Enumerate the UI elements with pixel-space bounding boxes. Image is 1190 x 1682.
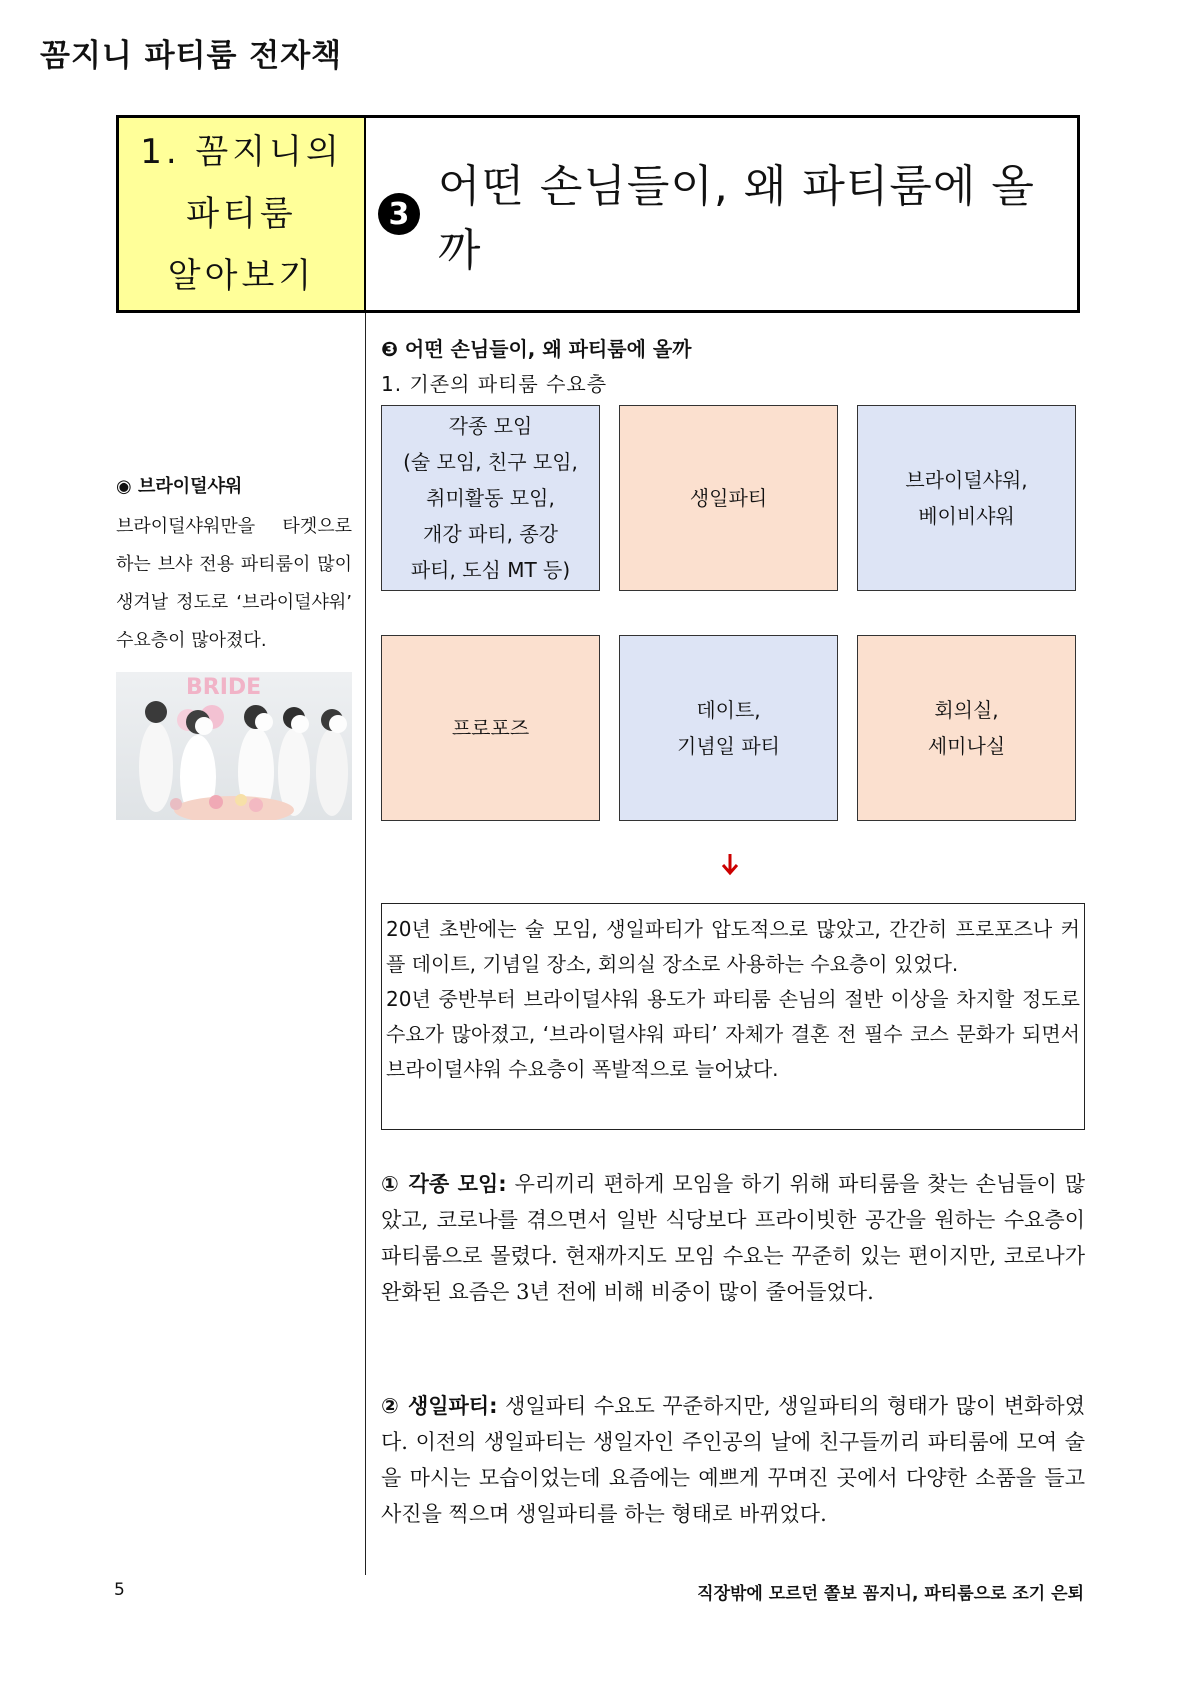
section-title-cell: [366, 118, 1077, 310]
box-text: 기념일 파티: [677, 734, 780, 758]
balloon-letters: BRIDE: [186, 675, 262, 700]
box-text: 세미나실: [927, 734, 1006, 758]
circled-number-icon: 3: [378, 193, 420, 235]
box-text: 개강 파티, 종강: [423, 522, 558, 546]
summary-paragraph-1: 20년 초반에는 술 모임, 생일파티가 압도적으로 많았고, 간간히 프로포즈나 커플 데이트, 기념일 장소, 회의실 장소로 사용하는 수요층이 있었다.: [386, 917, 1080, 976]
paragraph-text: 생일파티 수요도 꾸준하지만, 생일파티의 형태가 많이 변화하였다. 이전의 생일파티는 생일자인 주인공의 날에 친구들끼리 파티룸에 모여 술을 마시는 모습이었는데 요즘에는 예쁘게 꾸며진 곳에서 다양한 소품을 들고 사진을 찍으며 생일파티를 하는 형태로 바뀌었다.: [381, 1394, 1085, 1526]
paragraph-lead: ② 생일파티:: [381, 1394, 498, 1418]
chapter-label-line-2: 파티룸: [186, 194, 297, 234]
box-text: 파티, 도심 MT 등): [410, 558, 571, 582]
chapter-label-line-3: 알아보기: [167, 256, 316, 296]
box-text: 취미활동 모임,: [426, 486, 555, 510]
demand-box-meeting-room: [857, 635, 1076, 821]
paragraph-birthday: [381, 1388, 1085, 1532]
section-title: 어떤 손님들이, 왜 파티룸에 올까: [437, 161, 1035, 276]
demand-box-birthday: [619, 405, 838, 591]
demand-box-date: [619, 635, 838, 821]
paragraph-gatherings: [381, 1166, 1085, 1310]
demand-box-bridal-shower: [857, 405, 1076, 591]
box-text: (술 모임, 친구 모임,: [403, 450, 578, 474]
section-subtitle: 1. 기존의 파티룸 수요층: [381, 372, 608, 396]
summary-box: [381, 903, 1085, 1130]
column-divider: [365, 313, 366, 1575]
bridal-shower-photo: [116, 672, 352, 820]
box-text: 데이트,: [696, 698, 761, 722]
box-text: 생일파티: [689, 486, 768, 510]
box-text: 프로포즈: [451, 716, 530, 740]
demand-box-proposal: [381, 635, 600, 821]
page-number: 5: [114, 1580, 125, 1600]
footer-book-title: 직장밖에 모르던 쫄보 꼼지니, 파티룸으로 조기 은퇴: [697, 1584, 1084, 1604]
box-text: 브라이덜샤워,: [905, 468, 1028, 492]
arrow-down-icon: [721, 852, 739, 876]
box-text: 각종 모임: [448, 414, 533, 438]
chapter-label-cell: [119, 118, 366, 310]
chapter-header-table: [116, 115, 1080, 313]
document-title: 꼼지니 파티룸 전자책: [40, 38, 343, 74]
paragraph-lead: ① 각종 모임:: [381, 1172, 507, 1196]
paragraph-text: 우리끼리 편하게 모임을 하기 위해 파티룸을 찾는 손님들이 많았고, 코로나를 겪으면서 일반 식당보다 프라이빗한 공간을 원하는 수요층이 파티룸으로 몰렸다. 현재까지도 모임 수요는 꾸준히 있는 편이지만, 코로나가 완화된 요즘은 3년 전에 비해 비중이 많이 줄어들었다.: [381, 1172, 1085, 1304]
section-heading: ❸ 어떤 손님들이, 왜 파티룸에 올까: [381, 337, 692, 361]
chapter-label-line-1: 1. 꼼지니의: [140, 132, 343, 172]
sidebar-text: 브라이덜샤워만을 타겟으로 하는 브샤 전용 파티룸이 많이 생겨날 정도로 ‘브라이덜샤워’ 수요층이 많아졌다.: [116, 516, 352, 651]
sidebar-heading: ◉ 브라이덜샤워: [116, 476, 243, 497]
demand-box-gatherings: [381, 405, 600, 591]
summary-paragraph-2: 20년 중반부터 브라이덜샤워 용도가 파티룸 손님의 절반 이상을 차지할 정도로 수요가 많아졌고, ‘브라이덜샤워 파티’ 자체가 결혼 전 필수 코스 문화가 되면서 브라이덜샤워 수요층이 폭발적으로 늘어났다.: [386, 987, 1080, 1081]
box-text: 베이비샤워: [918, 504, 1015, 528]
box-text: 회의실,: [934, 698, 999, 722]
